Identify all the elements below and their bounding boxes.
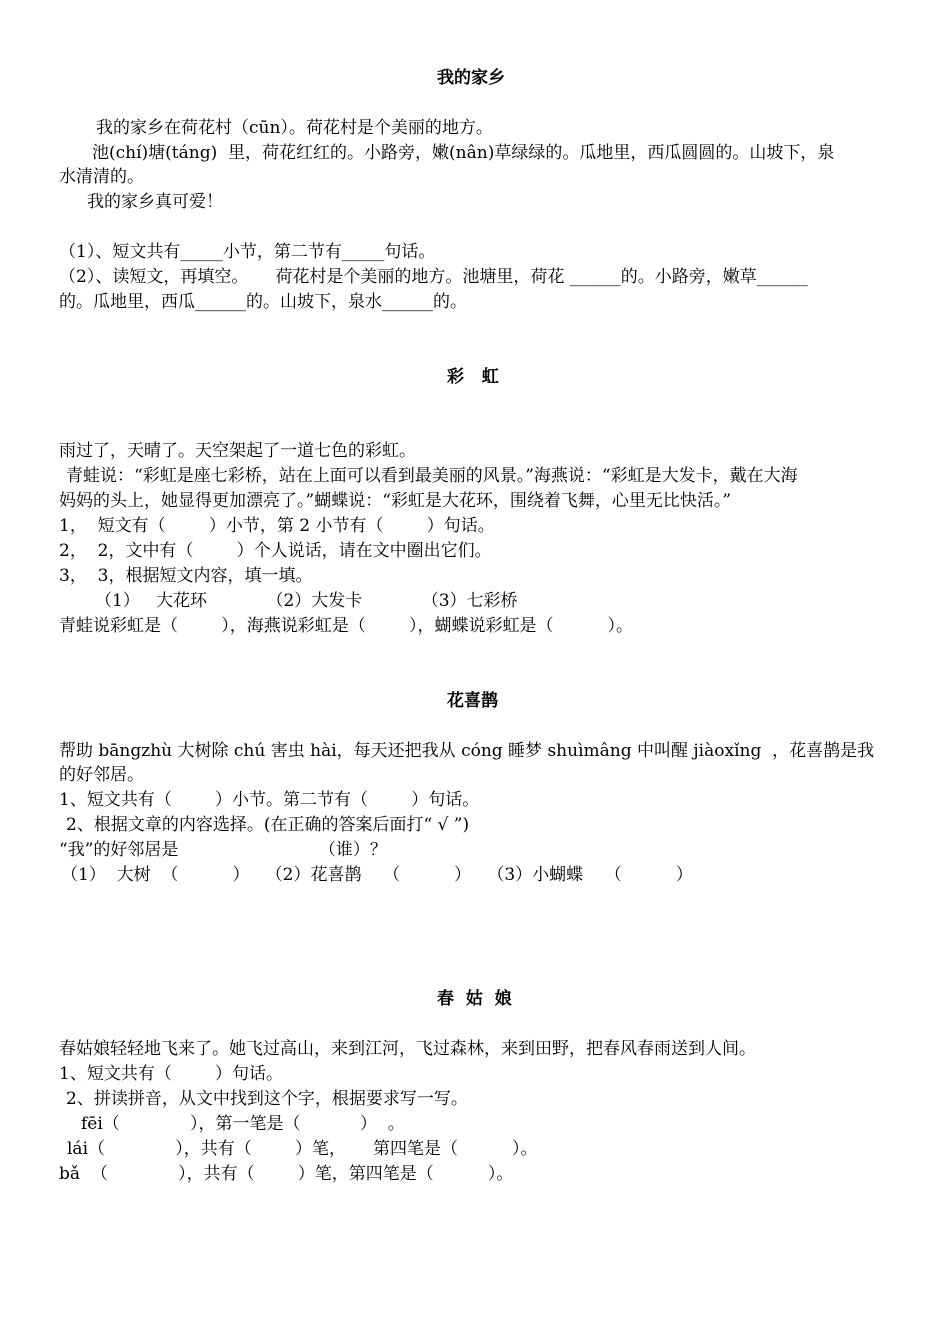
magpie-paragraph-1: 帮助 bāngzhù 大树除 chú 害虫 hài，每天还把我从 cóng 睡梦 shuìmâng 中叫醒 jiàoxǐng ，花喜鹊是我	[59, 741, 875, 761]
magpie-options: （1） 大树 （ ） （2）花喜鹊 （ ） （3）小蝴蝶 （ ）	[61, 865, 693, 885]
hometown-question-1: （1）、短文共有_____小节，第二节有_____句话。	[59, 242, 436, 262]
rainbow-fill-in: 青蛙说彩虹是（ ），海燕说彩虹是（ ），蝴蝶说彩虹是（ ）。	[59, 616, 633, 636]
magpie-question-1: 1、短文共有（ ）小节。第二节有（ ）句话。	[59, 790, 480, 810]
hometown-paragraph-1: 我的家乡在荷花村（cūn）。荷花村是个美丽的地方。	[96, 118, 493, 138]
hometown-question-2-cont: 的。瓜地里，西瓜______的。山坡下，泉水______的。	[59, 292, 467, 312]
magpie-question-2-prompt: “我”的好邻居是 （谁）？	[59, 840, 387, 860]
spring-pinyin-fei: fēi（ ），第一笔是（ ） 。	[81, 1114, 405, 1134]
rainbow-paragraph-2: 青蛙说：“彩虹是座七彩桥，站在上面可以看到最美丽的风景。”海燕说：“彩虹是大发卡，戴在大海	[66, 466, 798, 486]
rainbow-paragraph-2-cont: 妈妈的头上，她显得更加漂亮了。”蝴蝶说：“彩虹是大花环，围绕着飞舞，心里无比快活。”	[59, 491, 732, 511]
rainbow-options: （1） 大花环 （2）大发卡 （3）七彩桥	[95, 591, 518, 611]
spring-question-1: 1、短文共有（ ）句话。	[59, 1064, 284, 1084]
rainbow-question-3: 3， 3，根据短文内容，填一填。	[59, 566, 313, 586]
rainbow-paragraph-1: 雨过了，天晴了。天空架起了一道七色的彩虹。	[59, 441, 416, 461]
spring-pinyin-ba: bǎ （ ），共有（ ）笔，第四笔是（ ）。	[59, 1164, 514, 1184]
spring-pinyin-lai: lái（ ），共有（ ）笔， 第四笔是（ ）。	[67, 1139, 538, 1159]
rainbow-question-2: 2， 2，文中有（ ）个人说话，请在文中圈出它们。	[59, 541, 492, 561]
section-title-magpie: 花喜鹊	[447, 691, 498, 711]
hometown-paragraph-2-cont: 水清清的。	[59, 167, 144, 187]
spring-paragraph-1: 春姑娘轻轻地飞来了。她飞过高山，来到江河，飞过森林，来到田野，把春风春雨送到人间。	[59, 1039, 756, 1059]
spring-question-2: 2、拼读拼音，从文中找到这个字，根据要求写一写。	[66, 1089, 468, 1109]
section-title-hometown: 我的家乡	[437, 68, 505, 88]
magpie-question-2: 2、根据文章的内容选择。(在正确的答案后面打“ √ ”)	[66, 815, 470, 835]
hometown-paragraph-3: 我的家乡真可爱！	[87, 192, 223, 212]
hometown-paragraph-2: 池(chí)塘(táng) 里，荷花红红的。小路旁，嫩(nân)草绿绿的。瓜地里，西瓜圆圆的。山坡下，泉	[92, 143, 835, 163]
hometown-question-2: （2）、读短文，再填空。 荷花村是个美丽的地方。池塘里，荷花 ______的。小路旁，嫩草______	[59, 267, 808, 287]
section-title-spring-girl: 春 姑 娘	[437, 989, 512, 1009]
magpie-paragraph-1-cont: 的好邻居。	[59, 765, 144, 785]
section-title-rainbow: 彩 虹	[447, 367, 499, 387]
rainbow-question-1: 1， 短文有（ ）小节，第 2 小节有（ ）句话。	[59, 516, 495, 536]
